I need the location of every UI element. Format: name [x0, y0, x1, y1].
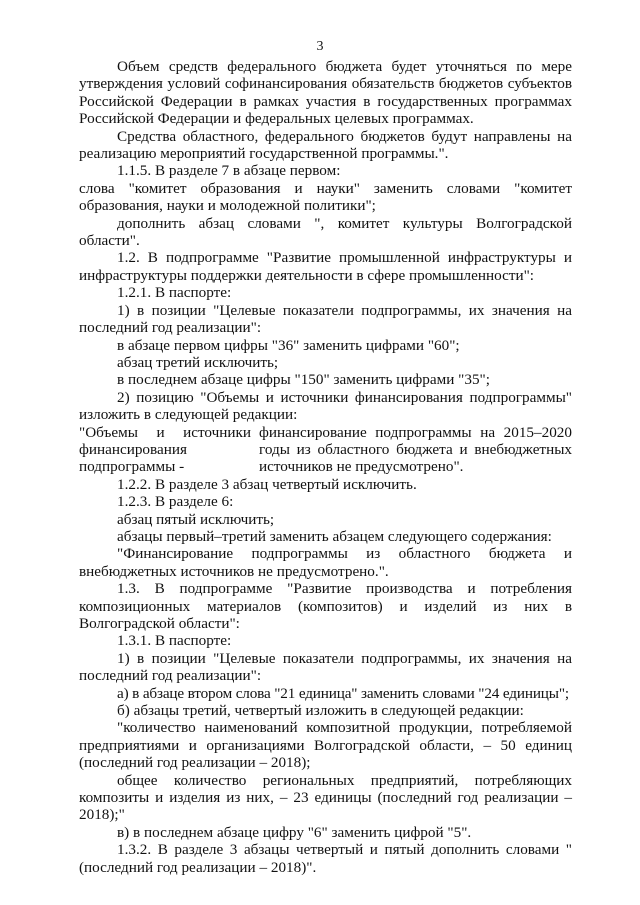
- paragraph: абзац пятый исключить;: [117, 510, 275, 528]
- paragraph: 1) в позиции "Целевые показатели подпрограммы, их значения на последний год реализации":: [79, 649, 572, 685]
- table-cell-right: финансирование подпрограммы на 2015–2020 годы из областного бюджета и внебюджетных источников не предусмотрено".: [259, 423, 572, 476]
- paragraph: а) в абзаце втором слова "21 единица" заменить словами "24 единицы";: [117, 684, 569, 702]
- paragraph: 1.2.2. В разделе 3 абзац четвертый исключить.: [117, 475, 417, 493]
- table-cell-left: [79, 424, 259, 476]
- paragraph: дополнить абзац словами ", комитет культуры Волгоградской области".: [79, 214, 572, 250]
- paragraph: 2) позицию "Объемы и источники финансирования подпрограммы" изложить в следующей редакции:: [79, 388, 572, 424]
- paragraph: абзац третий исключить;: [117, 353, 279, 371]
- table-dash: -: [179, 458, 185, 476]
- paragraph: 1.2.3. В разделе 6:: [117, 493, 234, 511]
- paragraph: "Финансирование подпрограммы из областного бюджета и внебюджетных источников не предусмотрено.".: [79, 545, 572, 580]
- paragraph: 1.3. В подпрограмме "Развитие производства и потребления композиционных материалов (композитов) и изделий из них в Волгоградской области":: [79, 580, 572, 632]
- paragraph: б) абзацы третий, четвертый изложить в следующей редакции:: [117, 702, 524, 720]
- paragraph: в последнем абзаце цифры "150" заменить цифрами "35";: [117, 371, 490, 389]
- table-left-text: "Объемы и источники финансирования подпрограммы: [79, 423, 251, 476]
- paragraph: 1) в позиции "Целевые показатели подпрограммы, их значения на последний год реализации":: [79, 301, 572, 337]
- page-number: 3: [316, 39, 324, 54]
- paragraph: 1.2.1. В паспорте:: [117, 284, 232, 302]
- paragraph: в) в последнем абзаце цифру "6" заменить цифрой "5".: [117, 823, 472, 841]
- paragraph: 1.2. В подпрограмме "Развитие промышленной инфраструктуры и инфраструктуры поддержки деятельности в сфере промышленности":: [79, 249, 572, 284]
- paragraph: "количество наименований композитной продукции, потребляемой предприятиями и организациями Волгоградской области, – 50 единиц (последний год реализации – 2018);: [79, 719, 572, 772]
- paragraph: Объем средств федерального бюджета будет уточняться по мере утверждения условий софинансирования обязательств бюджетов субъектов Российской Федерации в рамках участия в государственных программах Российской Федерации и федеральных целевых программах.: [79, 58, 572, 128]
- paragraph: абзацы первый–третий заменить абзацем следующего содержания:: [117, 527, 552, 545]
- paragraph: 1.1.5. В разделе 7 в абзаце первом:: [117, 162, 341, 180]
- document-body: [79, 58, 572, 876]
- passport-table-row: [79, 424, 572, 476]
- paragraph: 1.3.2. В разделе 3 абзацы четвертый и пятый дополнить словами "(последний год реализации – 2018)".: [79, 841, 572, 876]
- paragraph: 1.3.1. В паспорте:: [117, 632, 232, 650]
- paragraph: Средства областного, федерального бюджетов будут направлены на реализацию мероприятий государственной программы.".: [79, 127, 572, 163]
- paragraph: в абзаце первом цифры "36" заменить цифрами "60";: [117, 336, 460, 354]
- paragraph: слова "комитет образования и науки" заменить словами "комитет образования, науки и молодежной политики";: [79, 179, 572, 215]
- paragraph: общее количество региональных предприятий, потребляющих композиты и изделия из них, – 23 единицы (последний год реализации – 2018);": [79, 771, 572, 824]
